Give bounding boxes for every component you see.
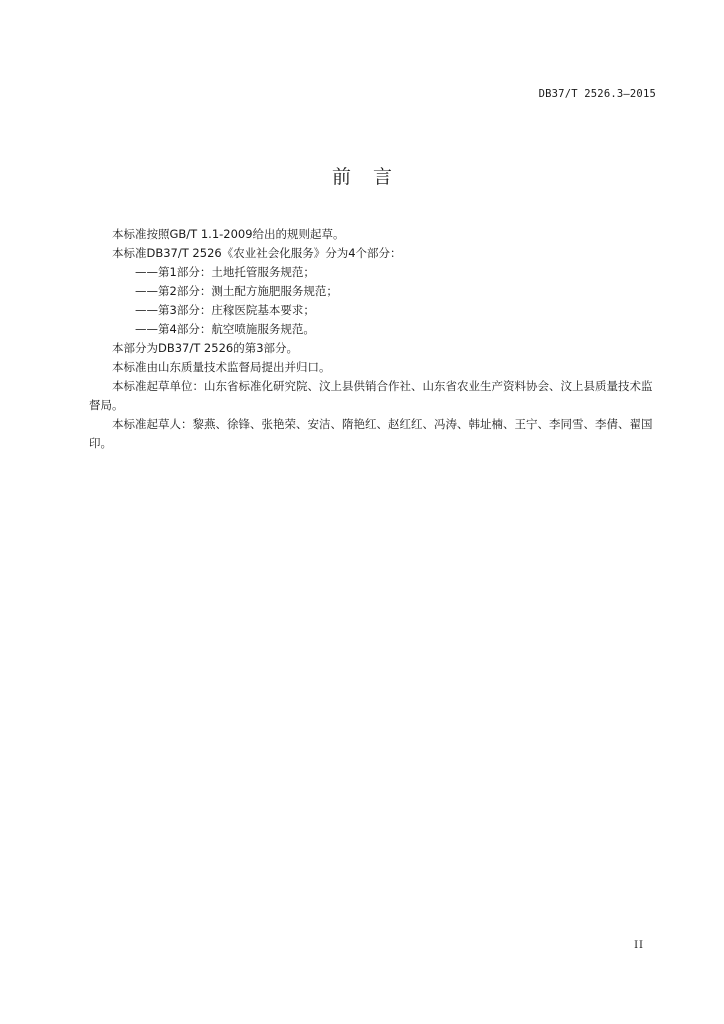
paragraph-drafting-units: 本标准起草单位：山东省标准化研究院、汶上县供销合作社、山东省农业生产资料协会、汶上县质量技术监督局。: [89, 379, 653, 412]
page-number: II: [634, 940, 644, 951]
document-body: [89, 225, 657, 453]
list-item-part-1: ——第1部分：土地托管服务规范；: [135, 265, 315, 279]
document-code: DB37/T 2526.3—2015: [538, 88, 656, 100]
paragraph-standard-parts: 本标准DB37/T 2526《农业社会化服务》分为4个部分：: [112, 246, 402, 260]
paragraph-drafters: 本标准起草人：黎燕、徐锋、张艳荣、安洁、隋艳红、赵红红、冯涛、韩址楠、王宁、李同雪、李倩、翟国印。: [89, 417, 653, 450]
list-item-part-3: ——第3部分：庄稼医院基本要求；: [135, 303, 315, 317]
list-item-part-4: ——第4部分：航空喷施服务规范。: [135, 322, 315, 336]
paragraph-drafting-rules: 本标准按照GB/T 1.1-2009给出的规则起草。: [112, 227, 345, 241]
paragraph-proposer: 本标准由山东质量技术监督局提出并归口。: [112, 360, 331, 374]
paragraph-this-part: 本部分为DB37/T 2526的第3部分。: [112, 341, 299, 355]
list-item-part-2: ——第2部分：测土配方施肥服务规范；: [135, 284, 338, 298]
page-title: 前言: [331, 166, 414, 188]
